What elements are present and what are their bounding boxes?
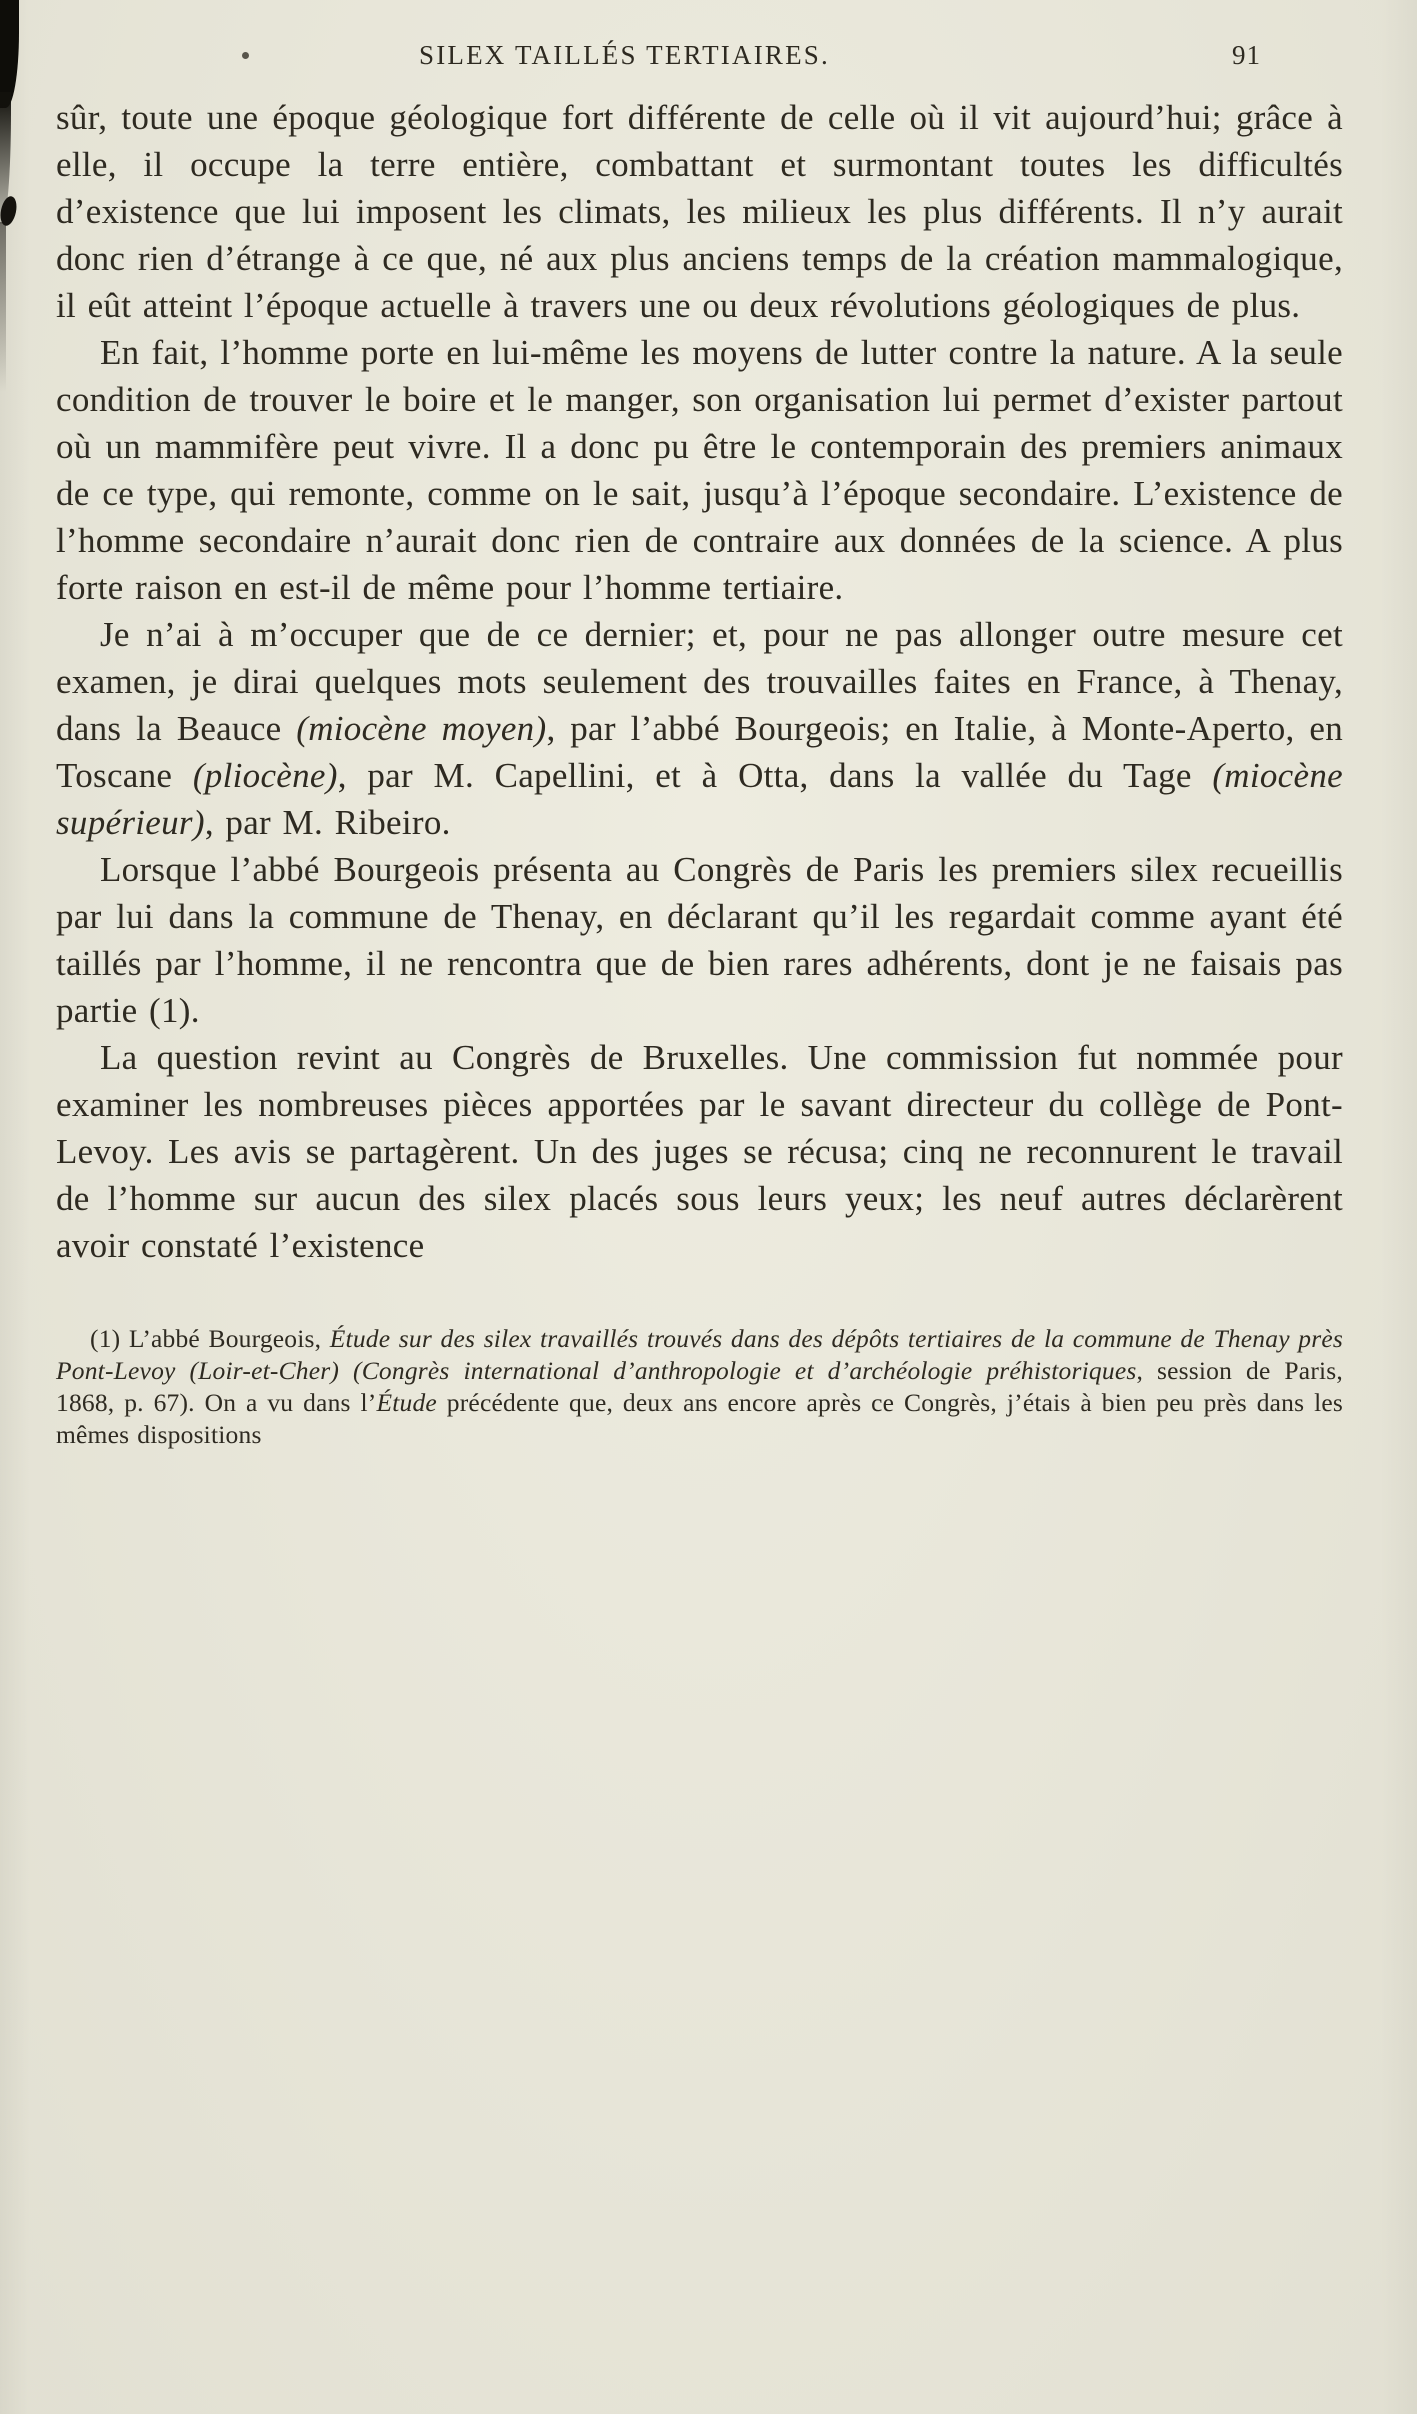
text-run: Je n’ai à m’occuper que de ce dernier; et, pour ne pas allonger outre mesure cet examen, je dirai quelques mots seulement des trouvailles faites en France, à Thenay, dans la Beauce [56,615,1343,748]
running-title: SILEX TAILLÉS TERTIAIRES. [419,40,830,70]
italic-text-run: (miocène supérieur) [56,756,1343,842]
paragraph [56,846,1343,1034]
paragraph [56,94,1343,329]
italic-text-run: (miocène moyen) [296,709,547,748]
text-run: , par M. Capellini, et à Otta, dans la vallée du Tage [337,756,1213,795]
text-run: sûr, toute une époque géologique fort différente de celle où il vit aujourd’hui; grâce à elle, il occupe la terre entière, combattant et surmontant toutes les difficultés d’existence que lui imposent les climats, les milieux les plus différents. Il n’y aurait donc rien d’étrange à ce que, né aux plus anciens temps de la création mammalogique, il eût atteint l’époque actuelle à travers une ou deux révolutions géologiques de plus. [56,98,1343,325]
body-text [56,94,1343,1269]
footnote-paragraph [56,1323,1343,1451]
text-run: Lorsque l’abbé Bourgeois présenta au Congrès de Paris les premiers silex recueillis par lui dans la commune de Thenay, en déclarant qu’il les regardait comme ayant été taillés par l’homme, il ne rencontra que de bien rares adhérents, dont je ne faisais pas partie (1). [56,850,1343,1030]
paragraph [56,611,1343,846]
scan-artifact-gutter-shadow [0,0,19,108]
page-number: 91 [1232,40,1261,70]
text-run: précédente que, deux ans encore après ce Congrès, j’étais à bien peu près dans les mêmes dispositions [56,1388,1344,1449]
text-run: , par l’abbé Bourgeois; en Italie, à Monte-Aperto, en Toscane [56,709,1343,795]
paragraph [56,1034,1343,1269]
page-header [56,36,1343,78]
italic-text-run: Étude [376,1388,437,1417]
footnote [56,1323,1343,1451]
text-run: (1) L’abbé Bourgeois, [90,1324,330,1353]
text-run: , par M. Ribeiro. [204,803,451,842]
paragraph [56,329,1343,611]
text-run: En fait, l’homme porte en lui-même les moyens de lutter contre la nature. A la seule condition de trouver le boire et le manger, son organisation lui permet d’exister partout où un mammifère peut vivre. Il a donc pu être le contemporain des premiers animaux de ce type, qui remonte, comme on le sait, jusqu’à l’époque secondaire. L’existence de l’homme secondaire n’aurait donc rien de contraire aux données de la science. A plus forte raison en est-il de même pour l’homme tertiaire. [56,333,1343,607]
italic-text-run: (pliocène) [192,756,338,795]
text-run: , session de Paris, 1868, p. 67). On a vu dans l’ [56,1356,1343,1417]
text-run: La question revint au Congrès de Bruxelles. Une commission fut nommée pour examiner les nombreuses pièces apportées par le savant directeur du collège de Pont-Levoy. Les avis se partagèrent. Un des juges se récusa; cinq ne reconnurent le travail de l’homme sur aucun des silex placés sous leurs yeux; les neuf autres déclarèrent avoir constaté l’existence [56,1038,1343,1265]
italic-text-run: Étude sur des silex travaillés trouvés dans des dépôts tertiaires de la commune de Thenay près Pont-Levoy (Loir-et-Cher) (Congrès international d’anthropologie et d’archéologie préhistoriques [56,1324,1343,1385]
scan-artifact-gutter-shadow [0,92,11,224]
scan-artifact-gutter-fade [0,222,6,392]
scan-artifact-ink-blob [0,195,19,227]
